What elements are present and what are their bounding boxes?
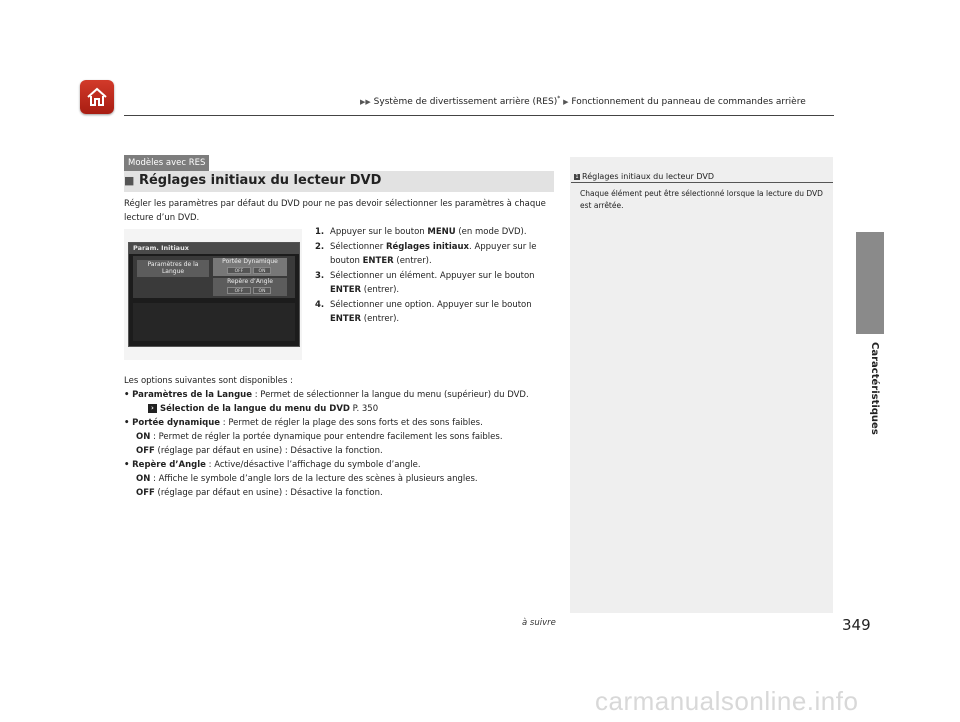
option-item [124, 388, 564, 402]
step-text: Appuyer sur le bouton [330, 227, 428, 237]
step-text: Sélectionner une option. Appuyer sur le bouton [330, 300, 532, 310]
continue-label: à suivre [522, 618, 556, 628]
chapter-tab[interactable] [856, 232, 884, 334]
note-marker-icon: 1 [575, 173, 579, 180]
sidebar-divider [571, 182, 833, 183]
step-bold: MENU [427, 227, 456, 237]
step-item [315, 269, 560, 297]
step-number: 2. [315, 242, 325, 252]
step-text: (entrer). [361, 314, 400, 324]
bullet-icon: • [124, 390, 130, 400]
arrow-icon: ▶▶ [360, 98, 371, 106]
option-sub-item [124, 430, 564, 444]
model-badge: Modèles avec RES [124, 155, 209, 171]
step-item [315, 225, 560, 239]
step-item [315, 298, 560, 326]
watermark: carmanualsonline.info [595, 686, 859, 716]
option-sub-text: (réglage par défaut en usine) : Désactive la fonction. [154, 446, 383, 456]
option-sub-label: OFF [136, 446, 155, 456]
arrow-icon: ▶ [563, 98, 569, 106]
option-text: : Permet de sélectionner la langue du menu (supérieur) du DVD. [252, 390, 529, 400]
header-divider [124, 115, 834, 116]
option-sub-text: (réglage par défaut en usine) : Désactive la fonction. [154, 488, 383, 498]
screen-lower-area [133, 303, 295, 341]
step-text: Sélectionner [330, 242, 386, 252]
options-list [124, 374, 564, 500]
option-text: : Permet de régler la plage des sons forts et des sons faibles. [220, 418, 483, 428]
sidebar-note [570, 157, 833, 613]
steps-list [315, 225, 560, 327]
breadcrumb-item[interactable]: Système de divertissement arrière (RES) [373, 97, 558, 107]
step-text: . Appuyer sur le bouton [330, 242, 537, 266]
screen-header: Param. Initiaux [129, 243, 299, 254]
screen-angle-label: Repère d’Angle [227, 278, 273, 285]
square-icon: ■ [124, 174, 135, 187]
option-label: Repère d’Angle [132, 460, 206, 470]
step-text: (entrer). [361, 285, 400, 295]
screen-angle-button [213, 278, 287, 296]
screen-lang-button: Paramètres de la Langue [137, 260, 209, 277]
page-number: 349 [842, 616, 871, 634]
step-bold: ENTER [362, 256, 394, 266]
step-number: 4. [315, 300, 325, 310]
chapter-tab-label: Caractéristiques [869, 342, 880, 435]
bullet-icon: • [124, 460, 130, 470]
option-text: : Active/désactive l’affichage du symbole d’angle. [205, 460, 421, 470]
reference-text[interactable]: Sélection de la langue du menu du DVD [160, 404, 350, 414]
step-number: 1. [315, 227, 325, 237]
screen-dyn-button [213, 258, 287, 276]
home-button[interactable] [80, 80, 114, 114]
option-item [124, 458, 564, 472]
option-item [124, 416, 564, 430]
intro-paragraph: Régler les paramètres par défaut du DVD pour ne pas devoir sélectionner les paramètres à chaque lecture d’un DVD. [124, 199, 546, 223]
option-sub-text: : Permet de régler la portée dynamique pour entendre facilement les sons faibles. [150, 432, 503, 442]
sidebar-title-text: Réglages initiaux du lecteur DVD [582, 172, 715, 181]
option-sub-item [124, 486, 564, 500]
reference-page: P. 350 [349, 404, 379, 414]
option-label: Portée dynamique [132, 418, 221, 428]
screen-off-pill: OFF [227, 267, 251, 274]
screen-frame [128, 242, 300, 347]
option-sub-label: ON [136, 474, 151, 484]
bullet-icon: • [124, 418, 130, 428]
screen-panel [133, 256, 295, 298]
options-lead: Les options suivantes sont disponibles : [124, 376, 294, 386]
step-text: Sélectionner un élément. Appuyer sur le bouton [330, 271, 535, 281]
breadcrumb [360, 95, 806, 107]
sidebar-text: Chaque élément peut être sélectionné lorsque la lecture du DVD est arrêtée. [580, 189, 823, 210]
section-title [124, 173, 381, 188]
option-sub-item [124, 444, 564, 458]
screen-on-pill: ON [253, 267, 271, 274]
cross-reference-link[interactable] [124, 402, 564, 416]
screen-dyn-label: Portée Dynamique [222, 258, 278, 265]
step-text: (en mode DVD). [455, 227, 527, 237]
option-sub-item [124, 472, 564, 486]
home-icon [85, 85, 109, 109]
step-bold: ENTER [330, 285, 362, 295]
sidebar-title [574, 172, 714, 181]
step-bold: Réglages initiaux [386, 242, 470, 252]
dvd-screen-image [124, 229, 302, 360]
option-sub-text: : Affiche le symbole d’angle lors de la lecture des scènes à plusieurs angles. [150, 474, 478, 484]
section-title-text: Réglages initiaux du lecteur DVD [138, 173, 382, 188]
step-bold: ENTER [330, 314, 362, 324]
screen-on-pill: ON [253, 287, 271, 294]
option-sub-label: ON [136, 432, 151, 442]
breadcrumb-item[interactable]: Fonctionnement du panneau de commandes arrière [571, 97, 806, 107]
step-item [315, 240, 560, 268]
reference-arrow-icon: › [148, 404, 157, 413]
option-sub-label: OFF [136, 488, 155, 498]
step-number: 3. [315, 271, 325, 281]
asterisk: * [557, 95, 561, 102]
step-text: (entrer). [393, 256, 432, 266]
option-label: Paramètres de la Langue [132, 390, 252, 400]
screen-off-pill: OFF [227, 287, 251, 294]
